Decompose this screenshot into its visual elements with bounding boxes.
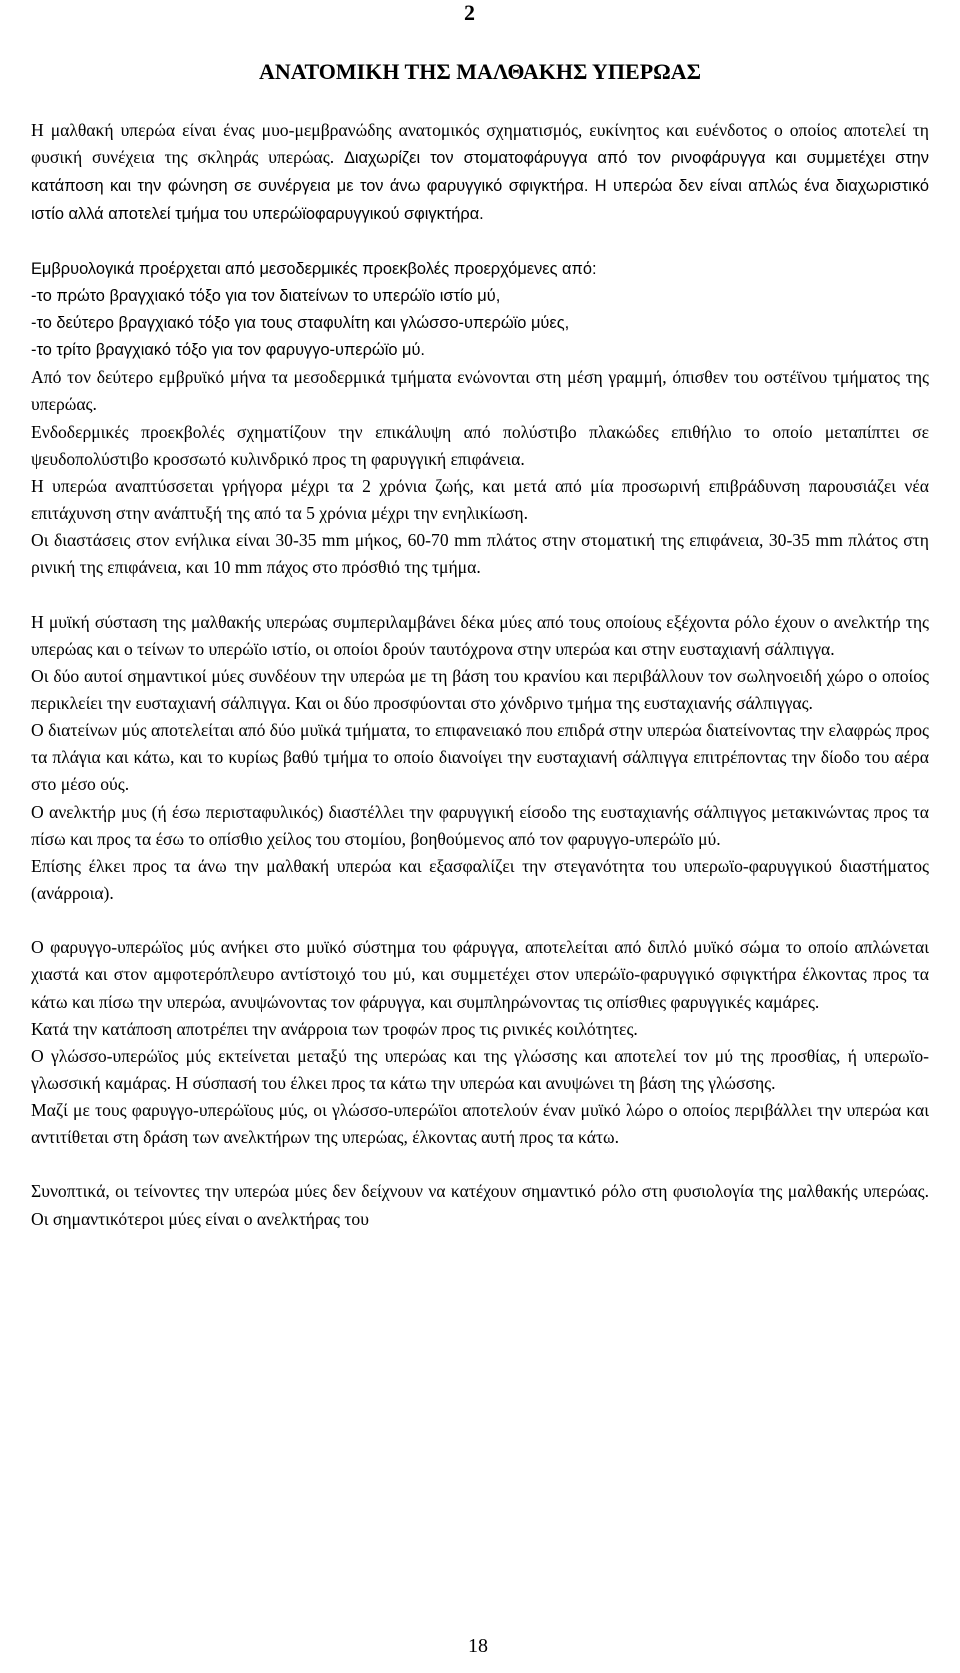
paragraph: Ο φαρυγγο-υπερώϊος μύς ανήκει στο μυϊκό σύστημα του φάρυγγα, αποτελείται από διπλό μυϊκό σώμα το οποίο απλώνεται χιαστά και στον αμφοτερόπλευρο αντίστοιχό του μύ, και συμμετέχει στον υπερώϊο-φαρυγγικό σφιγκτήρα έλκοντας προς τα κάτω και πίσω την υπερώα, ανυψώνοντας τον φάρυγγα, και συμπληρώνοντας τις οπίσθιες φαρυγγικές καμάρες.	[31, 937, 929, 1012]
intro-paragraph	[31, 117, 929, 229]
paragraph: Οι διαστάσεις στον ενήλικα είναι 30-35 mm μήκος, 60-70 mm πλάτος στην στοματική της επιφάνεια, 30-35 mm πλάτος στη ρινική της επιφάνεια, και 10 mm πάχος στο πρόσθιό της τμήμα.	[31, 530, 929, 578]
paragraph: Συνοπτικά, οι τείνοντες την υπερώα μύες δεν δείχνουν να κατέχουν σημαντικό ρόλο στη φυσιολογία της μαλθακής υπερώας. Οι σημαντικότεροι μύες είναι ο ανελκτήρας του	[31, 1181, 929, 1229]
paragraph: Κατά την κατάποση αποτρέπει την ανάρροια των τροφών προς τις ρινικές κοιλότητες.	[31, 1018, 638, 1039]
paragraph: Από τον δεύτερο εμβρυϊκό μήνα τα μεσοδερμικά τμήματα ενώνονται στη μέση γραμμή, όπισθεν του οστέϊνου τμήματος της υπερώας.	[31, 367, 929, 415]
page-number: 18	[468, 1635, 488, 1657]
paragraph: Ο ανελκτήρ μυς (ή έσω περισταφυλικός) διαστέλλει την φαρυγγική είσοδο της ευσταχιανής σάλπιγγος μετακινώντας προς τα πίσω και προς τα έσω το οπίσθιο χείλος του στομίου, βοηθούμενος από τον φαρυγγο-υπερώϊο μύ.	[31, 801, 929, 849]
page-title: ΑΝΑΤΟΜΙΚΗ ΤΗΣ ΜΑΛΘΑΚΗΣ ΥΠΕΡΩΑΣ	[258, 59, 702, 84]
paragraph: Επίσης έλκει προς τα άνω την μαλθακή υπερώα και εξασφαλίζει την στεγανότητα του υπερωϊο-φαρυγγικού διαστήματος (ανάρροια).	[31, 855, 929, 904]
intro-serif-text: Η μαλθακή υπερώα είναι ένας μυο-μεμβρανώδης ανατομικός σχηματισμός, ευκίνητος και ευένδοτος ο οποίος αποτελεί τη φυσική συνέχεια της σκληράς υπερώας.	[31, 120, 929, 168]
paragraph: Μαζί με τους φαρυγγο-υπερώϊους μύς, οι γλώσσο-υπερώϊοι αποτελούν έναν μυϊκό λώρο ο οποίος περιβάλλει την υπερώα και αντιτίθεται στη δράση των ανελκτήρων της υπερώας, έλκοντας αυτή προς τα κάτω.	[31, 1100, 929, 1148]
paragraph: Ενδοδερμικές προεκβολές σχηματίζουν την επικάλυψη από πολύστιβο πλακώδες επιθήλιο το οποίο μεταπίπτει σε ψευδοπολύστιβο κροσσωτό κυλινδρικό προς τη φαρυγγική επιφάνεια.	[31, 421, 929, 469]
paragraph: Ο γλώσσο-υπερώϊος μύς εκτείνεται μεταξύ της υπερώας και της γλώσσης και αποτελεί τον μύ της προσθίας, ή υπερωϊο-γλωσσική καμάρας. Η σύσπασή του έλκει προς τα κάτω την υπερώα και ανυψώνει τη βάση της γλώσσης.	[31, 1045, 929, 1093]
embryology-item: -το τρίτο βραγχιακό τόξο για τον φαρυγγο-υπερώϊο μύ.	[31, 341, 425, 360]
embryology-lead: Εμβρυολογικά προέρχεται από μεσοδερμικές προεκβολές προερχόμενες από:	[31, 259, 597, 278]
paragraph: Ο διατείνων μύς αποτελείται από δύο μυϊκά τμήματα, το επιφανειακό που επιδρά στην υπερώα διατείνοντας την ελαφρώς προς τα πλάγια και κάτω, και το κυρίως βαθύ τμήμα το οποίο διανοίγει την ευσταχιανή σάλπιγγα επιτρέποντας την δίοδο του αέρα στο μέσο ούς.	[31, 720, 929, 795]
paragraph: Οι δύο αυτοί σημαντικοί μύες συνδέουν την υπερώα με τη βάση του κρανίου και περιβάλλουν τον σωληνοειδή χώρο ο οποίος περικλείει την ευσταχιανή σάλπιγγα. Και οι δύο προσφύονται στο χόνδρινο τμήμα της ευσταχιανής σάλπιγγας.	[31, 665, 929, 713]
embryology-item: -το δεύτερο βραγχιακό τόξο για τους σταφυλίτη και γλώσσο-υπερώϊο μύες,	[31, 313, 570, 332]
paragraph: Η υπερώα αναπτύσσεται γρήγορα μέχρι τα 2 χρόνια ζωής, και μετά από μία προσωρινή επιβράδυνση παρουσιάζει νέα επιτάχυνση στην ανάπτυξή της από τα 5 χρόνια μέχρι την ενηλικίωση.	[31, 475, 929, 524]
paragraph: Η μυϊκή σύσταση της μαλθακής υπερώας συμπεριλαμβάνει δέκα μύες από τους οποίους εξέχοντα ρόλο έχουν ο ανελκτήρ της υπερώας και ο τείνων το υπερώϊο ιστίο, οι οποίοι δρούν ταυτόχρονα στην υπερώα και στην ευσταχιανή σάλπιγγα.	[31, 611, 929, 659]
embryology-item: -το πρώτο βραγχιακό τόξο για τον διατείνων το υπερώϊο ιστίο μύ,	[31, 286, 501, 305]
body-text	[31, 117, 929, 1233]
intro-sans-text: Διαχωρίζει τον στοματοφάρυγγα από τον ρινοφάρυγγα και συμμετέχει στην κατάποση και την φώνηση σε συνέργεια με τον άνω φαρυγγικό σφιγκτήρα. Η υπερώα δεν είναι απλώς ένα διαχωριστικό ιστίο αλλά αποτελεί τμήμα του υπερώϊοφαρυγγικού σφιγκτήρα.	[31, 149, 929, 224]
chapter-number: 2	[464, 0, 475, 25]
